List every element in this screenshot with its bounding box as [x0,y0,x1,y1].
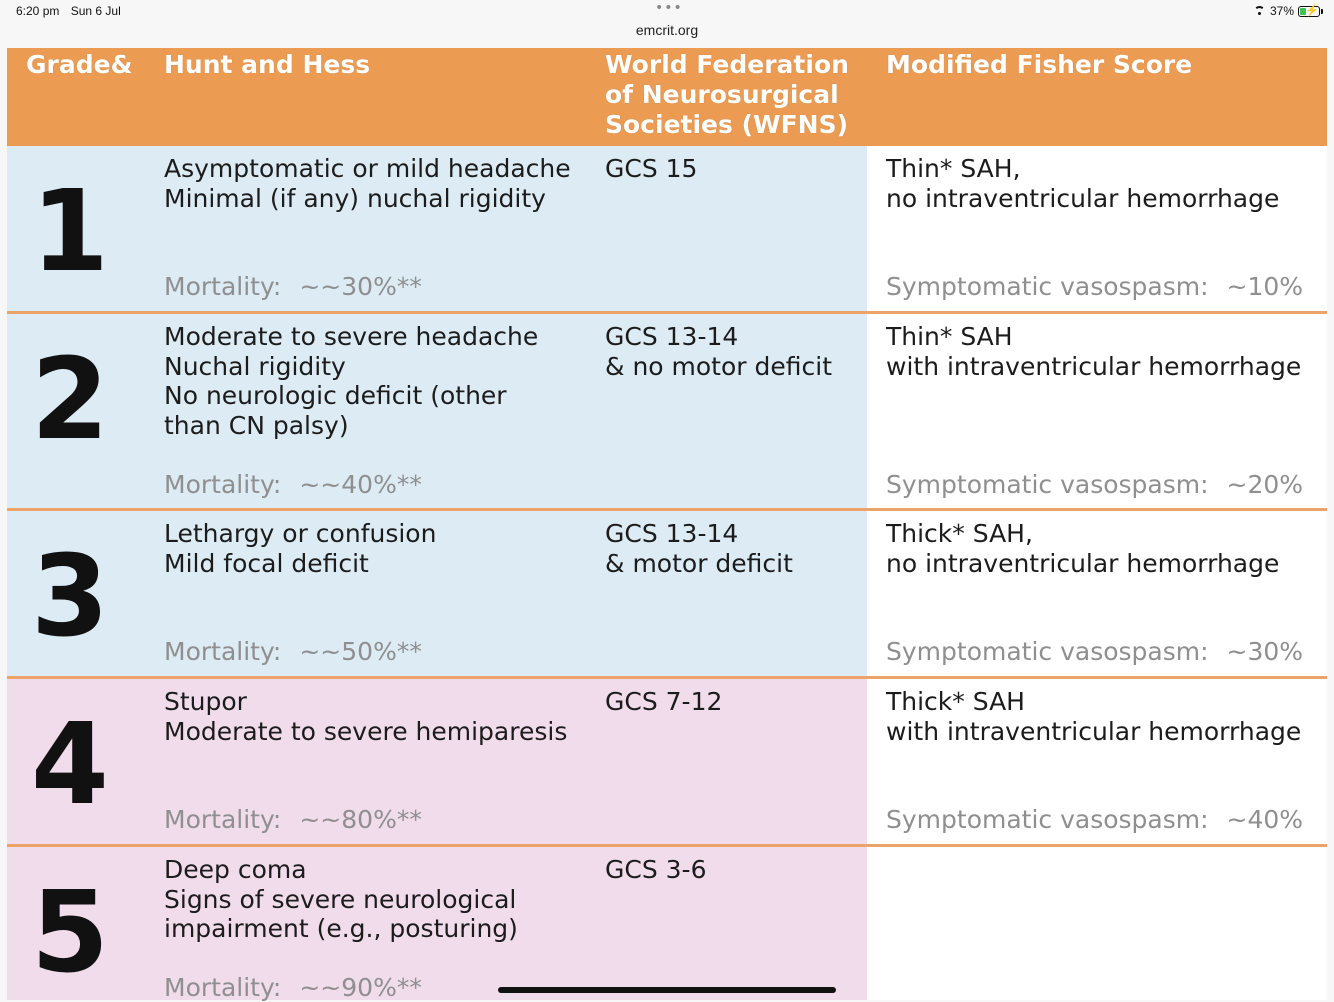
vasospasm [886,470,1303,499]
vasospasm-label: Symptomatic vasospasm: [886,805,1209,834]
sah-grading-table [7,48,1327,1000]
header-wfns [605,50,849,140]
fisher-line: Thin* SAH [886,322,1013,351]
fisher-line: Thick* SAH, [886,519,1033,548]
hunt-hess-description [164,855,518,944]
hunt-hess-line: Nuchal rigidity [164,351,346,381]
hunt-hess-line: Signs of severe neurological [164,884,517,914]
status-date: Sun 6 Jul [70,4,121,18]
mortality [164,973,422,1002]
hunt-hess-description [164,519,436,578]
mortality-label: Mortality: [164,973,282,1002]
grade-number: 2 [31,335,109,465]
wfns-line: & motor deficit [605,548,793,578]
wfns-line: GCS 13-14 [605,322,739,351]
header-wfns-line: Societies (WFNS) [605,110,849,139]
mortality-value: ~~30%** [299,272,422,301]
mortality-value: ~~90%** [299,973,422,1002]
status-time: 6:20 pm [16,4,60,18]
fisher-description [886,519,1279,578]
battery-icon [1298,6,1320,17]
hunt-hess-description [164,687,567,746]
charging-bolt-icon: ⚡ [1305,4,1319,17]
fisher-description [886,322,1301,381]
wfns-description [605,322,832,381]
hunt-hess-line: impairment (e.g., posturing) [164,914,518,943]
vasospasm-value: ~40% [1226,805,1304,834]
grade-number: 5 [31,868,109,998]
wifi-icon [1253,6,1266,16]
fisher-line: no intraventricular hemorrhage [886,548,1280,578]
mortality-label: Mortality: [164,805,282,834]
vasospasm [886,637,1303,666]
hunt-hess-line: No neurologic deficit (other [164,381,507,410]
grade-number: 1 [31,167,109,297]
fisher-line: no intraventricular hemorrhage [886,183,1280,213]
mortality [164,470,422,499]
status-indicators [1253,4,1320,18]
wfns-description [605,687,722,717]
wfns-line: GCS 13-14 [605,519,739,548]
table-row [7,511,1327,679]
fisher-description [886,154,1279,213]
hunt-hess-description [164,154,571,213]
mortality [164,805,422,834]
table-row [7,146,1327,314]
fisher-description [886,687,1301,746]
fisher-line: Thin* SAH, [886,154,1021,183]
fisher-line: Thick* SAH [886,687,1025,716]
hunt-hess-line: Asymptomatic or mild headache [164,154,571,183]
mortality [164,637,422,666]
header-wfns-line: of Neurosurgical [605,80,839,109]
vasospasm [886,805,1303,834]
vasospasm-value: ~20% [1226,470,1304,499]
status-bar [0,0,1334,48]
vasospasm-value: ~10% [1226,272,1304,301]
battery-percent: 37% [1269,4,1294,18]
row-fisher-bg [867,847,1327,1000]
hunt-hess-line: Stupor [164,687,247,716]
header-grade: Grade& [26,50,133,79]
hunt-hess-line: Moderate to severe hemiparesis [164,716,568,746]
mortality-label: Mortality: [164,470,282,499]
wfns-description [605,855,706,885]
grade-number: 4 [31,700,109,830]
header-modified-fisher: Modified Fisher Score [886,50,1193,79]
wfns-line: GCS 15 [605,154,698,183]
table-row [7,314,1327,511]
hunt-hess-line: Deep coma [164,855,307,884]
table-row [7,679,1327,847]
header-wfns-line: World Federation [605,50,849,79]
wfns-description [605,154,697,184]
hunt-hess-description [164,322,538,440]
mortality-value: ~~40%** [299,470,422,499]
header-hunt-hess: Hunt and Hess [164,50,371,79]
wfns-line: & no motor deficit [605,351,832,381]
vasospasm [886,272,1303,301]
mortality-value: ~~80%** [299,805,422,834]
fisher-line: with intraventricular hemorrhage [886,351,1302,381]
hunt-hess-line: Minimal (if any) nuchal rigidity [164,183,546,213]
vasospasm-label: Symptomatic vasospasm: [886,272,1209,301]
wfns-description [605,519,793,578]
hunt-hess-line: Mild focal deficit [164,548,369,578]
hunt-hess-line: Lethargy or confusion [164,519,437,548]
wfns-line: GCS 3-6 [605,855,707,884]
hunt-hess-line: Moderate to severe headache [164,322,539,351]
home-indicator[interactable] [498,987,836,993]
vasospasm-value: ~30% [1226,637,1304,666]
mortality-label: Mortality: [164,272,282,301]
mortality-label: Mortality: [164,637,282,666]
status-time-date [16,4,129,18]
grade-number: 3 [31,532,109,662]
vasospasm-label: Symptomatic vasospasm: [886,637,1209,666]
fisher-line: with intraventricular hemorrhage [886,716,1302,746]
vasospasm-label: Symptomatic vasospasm: [886,470,1209,499]
mortality [164,272,422,301]
table-row [7,847,1327,1000]
address-bar-url[interactable]: emcrit.org [635,22,699,38]
wfns-line: GCS 7-12 [605,687,723,716]
mortality-value: ~~50%** [299,637,422,666]
hunt-hess-line: than CN palsy) [164,410,349,440]
multitasking-dots-icon[interactable]: ••• [655,0,683,16]
table-header [7,48,1327,146]
